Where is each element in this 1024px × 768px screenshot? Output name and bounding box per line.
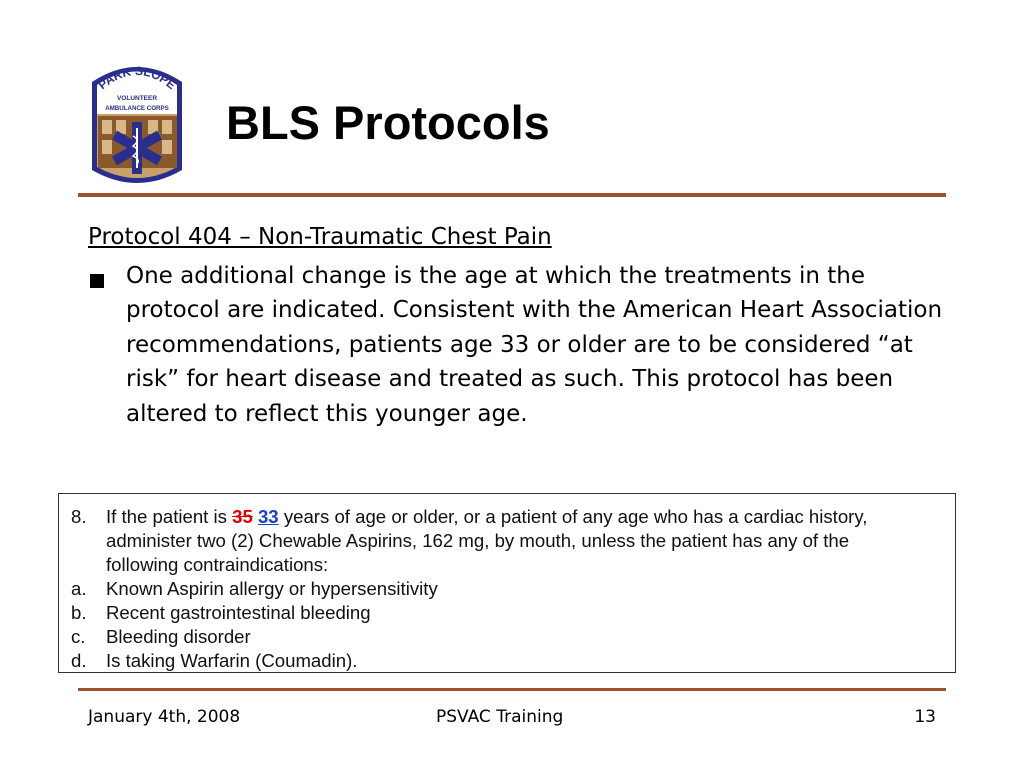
title-divider	[78, 193, 946, 197]
contraindication-item: Bleeding disorder	[106, 626, 251, 647]
protocol-excerpt-box	[58, 493, 956, 673]
item-letter-d: d.	[71, 650, 87, 671]
excerpt-line1-suffix: years of age or older, or a patient of any age who has a cardiac history,	[278, 506, 868, 527]
item-letter-a: a.	[71, 578, 87, 599]
footer-date: January 4th, 2008	[88, 707, 241, 727]
excerpt-line-2: administer two (2) Chewable Aspirins, 162 mg, by mouth, unless the patient has any of the	[106, 530, 850, 551]
item-letter-c: c.	[71, 626, 86, 647]
logo-line2: VOLUNTEER	[116, 95, 158, 102]
excerpt-item-number: 8.	[71, 506, 87, 527]
logo-line3: AMBULANCE CORPS	[105, 105, 169, 112]
park-slope-logo	[86, 58, 188, 190]
item-letter-b: b.	[71, 602, 87, 623]
footer-divider	[78, 688, 946, 691]
contraindication-item: Known Aspirin allergy or hypersensitivity	[106, 578, 438, 599]
excerpt-line-1	[106, 505, 867, 529]
excerpt-line-3: following contraindications:	[106, 554, 329, 575]
new-age-value: 33	[257, 506, 279, 527]
body-paragraph: One additional change is the age at which the treatments in the protocol are indicated. Consistent with the American Heart Association recommendations, patients age 33 or older are to be considered “at risk” for heart disease and treated as such. This protocol has been altered to reflect this younger age.	[126, 263, 943, 427]
slide-title: BLS Protocols	[226, 96, 550, 149]
excerpt-line1-prefix: If the patient is	[106, 506, 233, 527]
contraindication-item: Is taking Warfarin (Coumadin).	[106, 650, 358, 671]
logo-top-text: PARK SLOPE	[95, 63, 179, 93]
bullet-square-icon	[90, 274, 104, 288]
old-age-value: 35	[232, 506, 253, 527]
contraindication-item: Recent gastrointestinal bleeding	[106, 602, 371, 623]
page-number: 13	[914, 707, 936, 727]
protocol-subtitle: Protocol 404 – Non-Traumatic Chest Pain	[88, 224, 552, 250]
footer-center-text: PSVAC Training	[436, 707, 564, 727]
